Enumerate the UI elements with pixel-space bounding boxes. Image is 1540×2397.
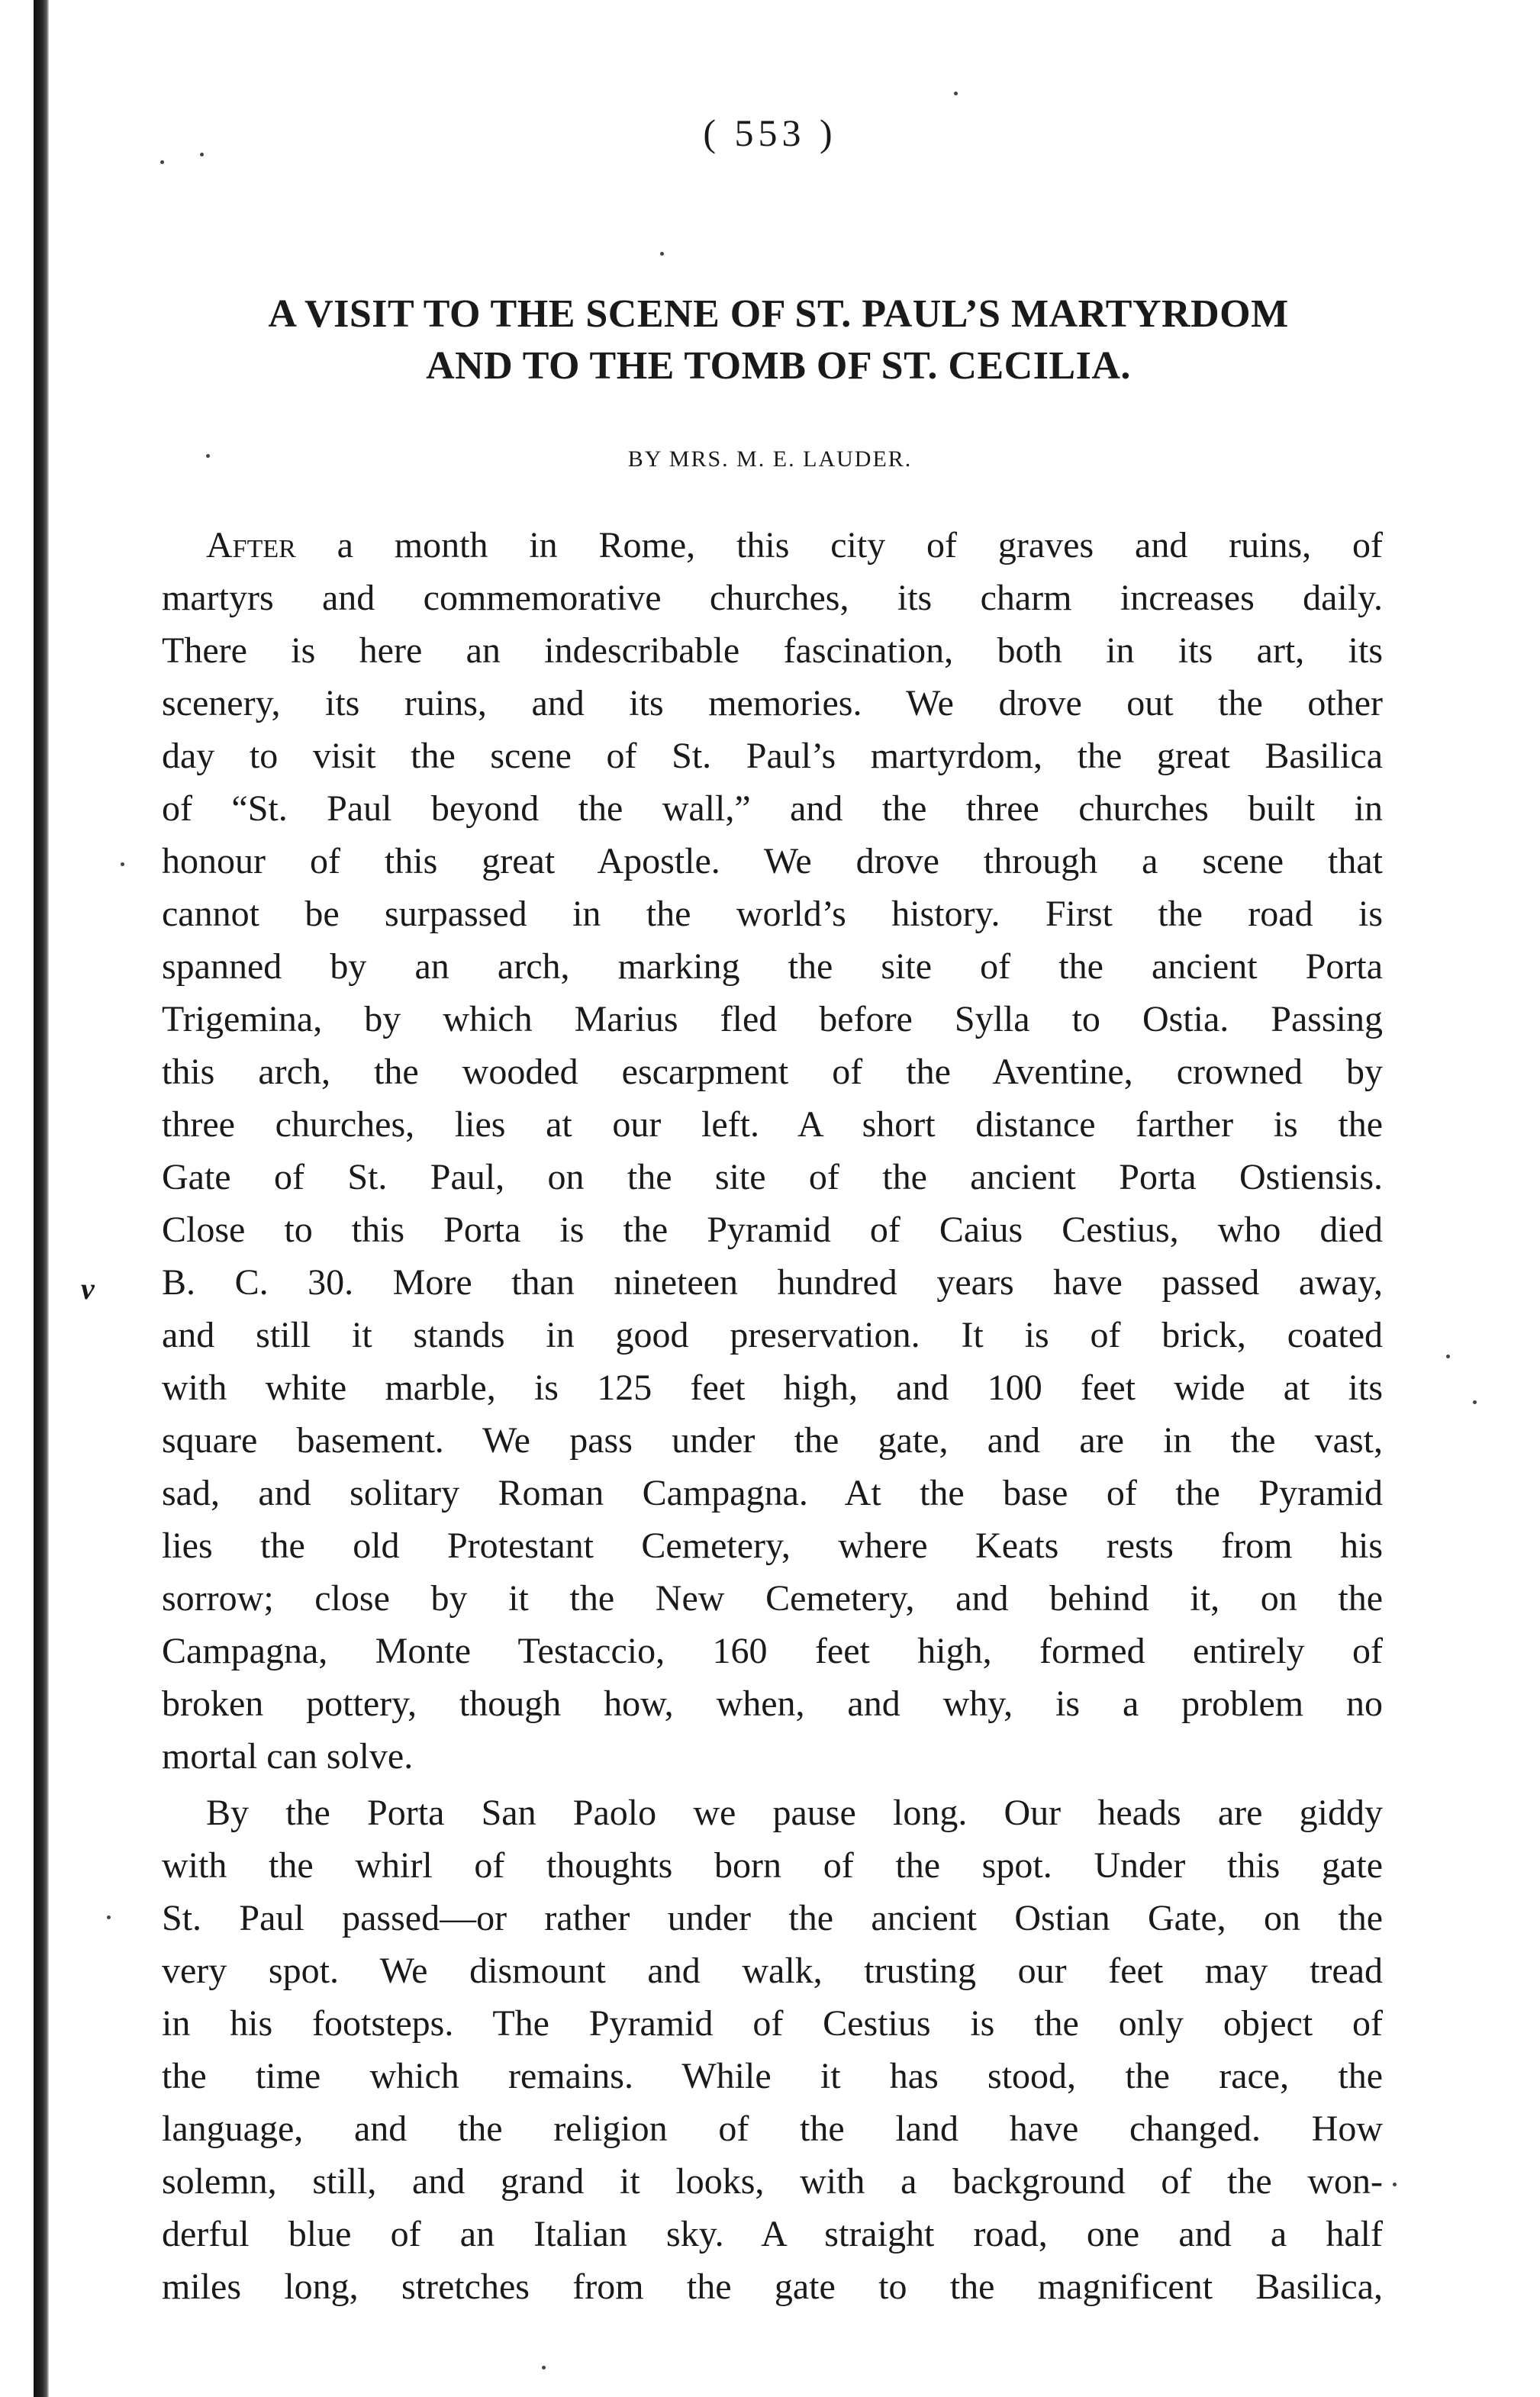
paragraph-2-line: very spot. We dismount and walk, trusting our feet may tread [162,1951,1383,1991]
binding-edge [34,0,49,2397]
article-title [153,288,1404,392]
paragraph-2-line: miles long, stretches from the gate to the magnificent Basilica, [162,2267,1383,2307]
drop-word: After [206,525,296,565]
print-speck [542,2366,546,2370]
paragraph-2-line: in his footsteps. The Pyramid of Cestius is the only object of [162,2003,1383,2044]
paragraph-1-line: lies the old Protestant Cemetery, where Keats rests from his [162,1526,1383,1566]
paragraph-2-line: language, and the religion of the land have changed. How [162,2109,1383,2149]
paragraph-1-line: Gate of St. Paul, on the site of the ancient Porta Ostiensis. [162,1157,1383,1197]
print-speck [1473,1400,1477,1404]
paragraph-2-line: solemn, still, and grand it looks, with a background of the won- [162,2161,1383,2202]
paragraph-1-line: sorrow; close by it the New Cemetery, and behind it, on the [162,1578,1383,1619]
paragraph-1-line: Campagna, Monte Testaccio, 160 feet high, formed entirely of [162,1631,1383,1671]
paragraph-1-line: broken pottery, though how, when, and why, is a problem no [162,1683,1383,1724]
paragraph-1-line: day to visit the scene of St. Paul’s martyrdom, the great Basilica [162,736,1383,776]
paragraph-1-line: sad, and solitary Roman Campagna. At the base of the Pyramid [162,1473,1383,1513]
print-speck [107,1915,111,1919]
print-speck [1393,2183,1397,2186]
paragraph-2-line: derful blue of an Italian sky. A straight road, one and a half [162,2214,1383,2254]
page-number: ( 553 ) [703,111,837,154]
paragraph-1-line: Trigemina, by which Marius fled before Sylla to Ostia. Passing [162,999,1383,1039]
paragraph-1-line: There is here an indescribable fascination, both in its art, its [162,630,1383,671]
margin-mark: ν [81,1271,95,1306]
paragraph-1-line: three churches, lies at our left. A short distance farther is the [162,1104,1383,1145]
paragraph-2-line: St. Paul passed—or rather under the ancient Ostian Gate, on the [162,1898,1383,1938]
paragraph-1-line: mortal can solve. [162,1736,414,1777]
print-speck [954,92,958,95]
paragraph-1-line: honour of this great Apostle. We drove through a scene that [162,841,1383,881]
paragraph-2-line: By the Porta San Paolo we pause long. Our heads are giddy [206,1793,1383,1833]
paragraph-1-line: Close to this Porta is the Pyramid of Caius Cestius, who died [162,1210,1383,1250]
paragraph-1-line: scenery, its ruins, and its memories. We drove out the other [162,683,1383,723]
author-byline: BY MRS. M. E. LAUDER. [627,446,913,472]
paragraph-1-line: with white marble, is 125 feet high, and 100 feet wide at its [162,1368,1383,1408]
title-line-2: AND TO THE TOMB OF ST. CECILIA. [426,344,1131,388]
paragraph-1-line: and still it stands in good preservation. It is of brick, coated [162,1315,1383,1355]
print-speck [160,160,164,164]
print-speck [1446,1355,1450,1358]
print-speck [121,862,124,866]
paragraph-2-line: with the whirl of thoughts born of the spot. Under this gate [162,1845,1383,1886]
paragraph-1-line: this arch, the wooded escarpment of the Aventine, crowned by [162,1052,1383,1092]
print-speck [660,252,664,256]
paragraph-2-line: the time which remains. While it has stood, the race, the [162,2056,1383,2096]
text-line: a month in Rome, this city of graves and ruins, of [295,525,1383,565]
title-line-1: A VISIT TO THE SCENE OF ST. PAUL’S MARTYRDOM [268,292,1289,336]
article-body [162,519,1383,2313]
paragraph-1-line [162,519,1383,572]
paragraph-1-line: cannot be surpassed in the world’s history. First the road is [162,894,1383,934]
paragraph-1-line: square basement. We pass under the gate, and are in the vast, [162,1420,1383,1461]
paragraph-1-line: spanned by an arch, marking the site of the ancient Porta [162,946,1383,987]
paragraph-1-line: of “St. Paul beyond the wall,” and the three churches built in [162,788,1383,829]
paragraph-1-line: martyrs and commemorative churches, its charm increases daily. [162,578,1383,618]
paragraph-1-line: B. C. 30. More than nineteen hundred years have passed away, [162,1262,1383,1303]
